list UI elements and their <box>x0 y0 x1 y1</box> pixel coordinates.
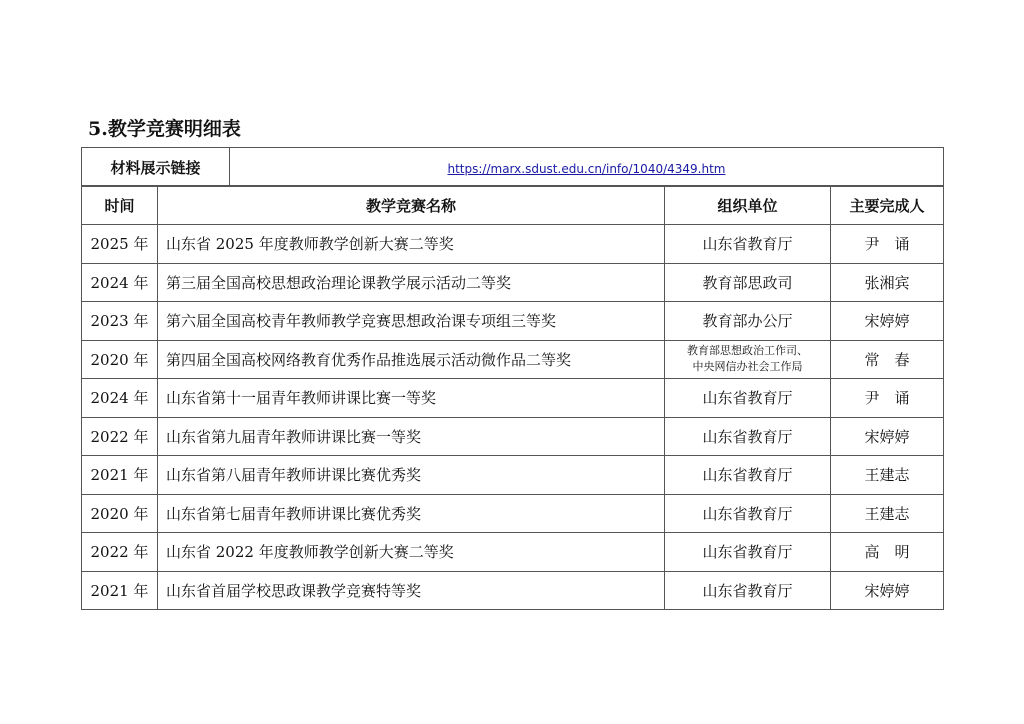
cell-year: 2022 年 <box>82 417 158 456</box>
header-year: 时间 <box>82 186 158 225</box>
cell-org: 山东省教育厅 <box>665 571 831 610</box>
cell-org: 山东省教育厅 <box>665 494 831 533</box>
cell-person: 宋婷婷 <box>831 417 944 456</box>
cell-year: 2025 年 <box>82 225 158 264</box>
cell-year: 2020 年 <box>82 340 158 379</box>
cell-org: 教育部思政司 <box>665 263 831 302</box>
cell-name: 山东省 2025 年度教师教学创新大赛二等奖 <box>158 225 665 264</box>
cell-name: 山东省第八届青年教师讲课比赛优秀奖 <box>158 456 665 495</box>
cell-person: 王建志 <box>831 494 944 533</box>
cell-year: 2021 年 <box>82 456 158 495</box>
cell-name: 第四届全国高校网络教育优秀作品推选展示活动微作品二等奖 <box>158 340 665 379</box>
cell-year: 2022 年 <box>82 533 158 572</box>
table-row <box>82 340 944 379</box>
cell-person: 尹 诵 <box>831 225 944 264</box>
cell-person: 常 春 <box>831 340 944 379</box>
cell-person: 张湘宾 <box>831 263 944 302</box>
link-cell <box>230 148 944 187</box>
table-row <box>82 379 944 418</box>
table-row <box>82 533 944 572</box>
cell-person: 宋婷婷 <box>831 571 944 610</box>
cell-org: 山东省教育厅 <box>665 456 831 495</box>
cell-person: 宋婷婷 <box>831 302 944 341</box>
cell-org-line1: 教育部思想政治工作司、 <box>687 344 808 358</box>
cell-name: 山东省第十一届青年教师讲课比赛一等奖 <box>158 379 665 418</box>
cell-name: 山东省第七届青年教师讲课比赛优秀奖 <box>158 494 665 533</box>
table-row <box>82 494 944 533</box>
cell-year: 2023 年 <box>82 302 158 341</box>
page-title: 5.教学竞赛明细表 <box>88 118 241 140</box>
cell-name: 第六届全国高校青年教师教学竞赛思想政治课专项组三等奖 <box>158 302 665 341</box>
cell-person: 尹 诵 <box>831 379 944 418</box>
cell-org: 教育部办公厅 <box>665 302 831 341</box>
link-table <box>81 147 944 187</box>
link-label: 材料展示链接 <box>82 148 230 187</box>
cell-org: 山东省教育厅 <box>665 533 831 572</box>
cell-org-line2: 中央网信办社会工作局 <box>692 360 803 374</box>
cell-person: 王建志 <box>831 456 944 495</box>
cell-name: 山东省首届学校思政课教学竞赛特等奖 <box>158 571 665 610</box>
table-row <box>82 225 944 264</box>
cell-org <box>665 340 831 379</box>
cell-person: 高 明 <box>831 533 944 572</box>
cell-name: 山东省 2022 年度教师教学创新大赛二等奖 <box>158 533 665 572</box>
table-row <box>82 417 944 456</box>
header-person: 主要完成人 <box>831 186 944 225</box>
cell-year: 2020 年 <box>82 494 158 533</box>
cell-name: 第三届全国高校思想政治理论课教学展示活动二等奖 <box>158 263 665 302</box>
cell-year: 2021 年 <box>82 571 158 610</box>
materials-link[interactable]: https://marx.sdust.edu.cn/info/1040/4349.htm <box>447 161 726 176</box>
table-row <box>82 302 944 341</box>
cell-year: 2024 年 <box>82 263 158 302</box>
table-row <box>82 456 944 495</box>
competition-table <box>81 185 944 610</box>
cell-name: 山东省第九届青年教师讲课比赛一等奖 <box>158 417 665 456</box>
cell-org: 山东省教育厅 <box>665 225 831 264</box>
table-row <box>82 571 944 610</box>
cell-org: 山东省教育厅 <box>665 379 831 418</box>
table-header-row <box>82 186 944 225</box>
link-row <box>82 148 944 187</box>
cell-year: 2024 年 <box>82 379 158 418</box>
table-row <box>82 263 944 302</box>
cell-org: 山东省教育厅 <box>665 417 831 456</box>
header-name: 教学竞赛名称 <box>158 186 665 225</box>
header-org: 组织单位 <box>665 186 831 225</box>
